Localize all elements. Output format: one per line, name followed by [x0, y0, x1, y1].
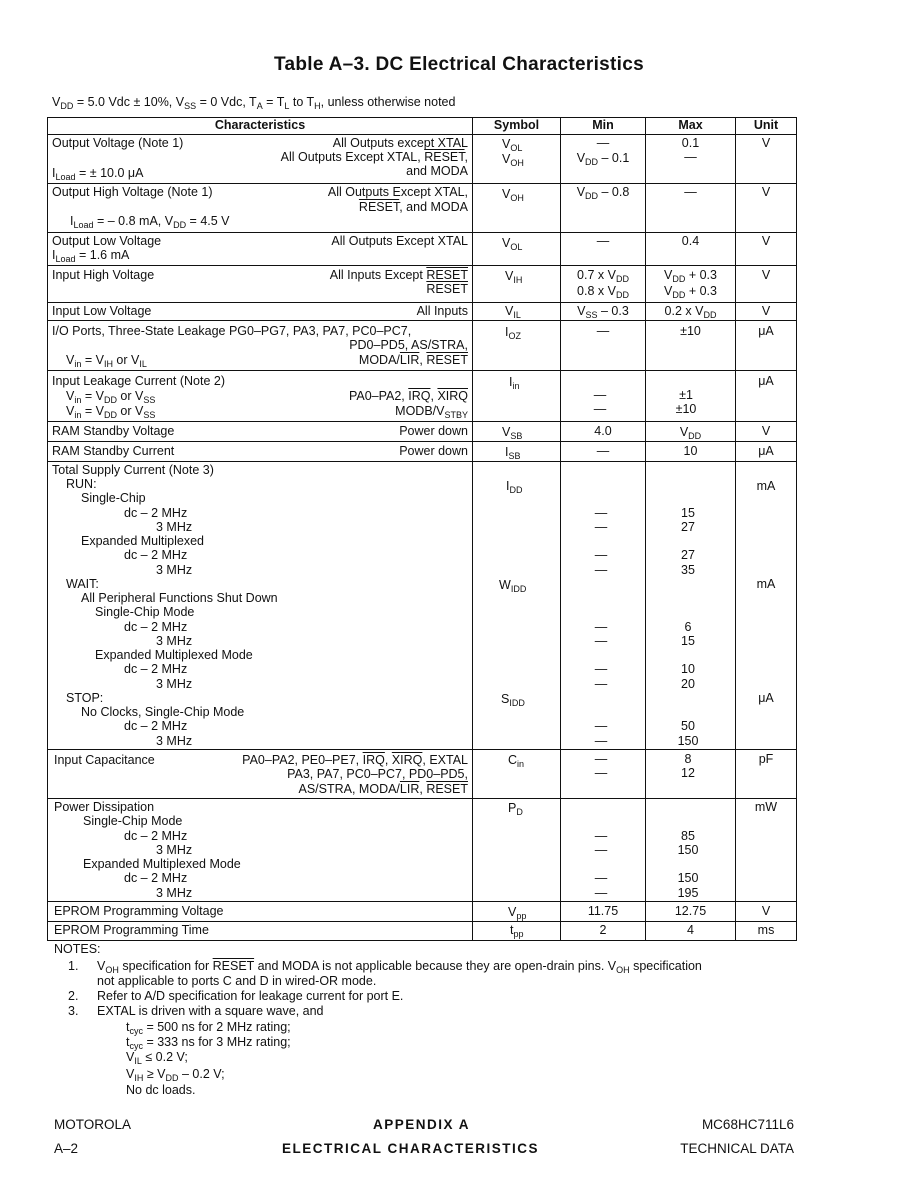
row-ram-standby-current-label: RAM Standby Current [52, 444, 175, 458]
min-value: — [594, 734, 608, 748]
row-input-leakage-label: Input Leakage Current (Note 2) [52, 374, 226, 388]
table-rule [47, 901, 797, 902]
min-value: — [593, 402, 607, 416]
table-rule [47, 302, 797, 303]
row-ram-standby-voltage-cond: Power down [399, 424, 468, 438]
max-value: 12.75 [674, 904, 707, 918]
row-io-leakage-cond: PD0–PD5, AS/STRA, [349, 338, 468, 352]
max-value: 150 [677, 734, 699, 748]
min-value: — [594, 752, 608, 766]
symbol-widd: $W_{IDD}$ [499, 578, 527, 594]
test-conditions: $V_{DD} = 5.0$ Vdc ± 10%, $V_{SS} = 0$ Vdc, $T_A = T_L$ to $T_H$, unless otherwise noted [52, 95, 456, 111]
table-rule [47, 461, 797, 462]
table-rule [47, 370, 797, 371]
row-supply-current-line: No Clocks, Single-Chip Mode [81, 705, 245, 719]
unit-value: mA [756, 577, 776, 591]
row-supply-current-line: dc – 2 MHz [124, 662, 188, 676]
max-value: 150 [677, 871, 699, 885]
row-supply-current-line: Expanded Multiplexed Mode [95, 648, 253, 662]
row-supply-current-line: dc – 2 MHz [124, 719, 188, 733]
min-value: — [594, 719, 608, 733]
row-supply-current-line: 3 MHz [156, 634, 193, 648]
row-input-high-voltage-cond: RESET [426, 282, 468, 296]
row-output-high-voltage-cond: All Outputs Except XTAL, [327, 185, 468, 199]
footer-appendix: APPENDIX A [373, 1117, 471, 1132]
symbol-voh: $V_{OH}$ [502, 187, 524, 203]
table-rule [47, 320, 797, 321]
unit-value: μA [758, 324, 774, 338]
header-characteristics: Characteristics [214, 118, 306, 132]
row-supply-current-stop: STOP: [66, 691, 104, 705]
row-supply-current-label: Total Supply Current (Note 3) [52, 463, 214, 477]
note-number: 1. [68, 959, 79, 973]
symbol-vil: $V_{IL}$ [505, 304, 521, 320]
max-value: 4 [687, 923, 694, 937]
row-supply-current-line: 3 MHz [156, 563, 193, 577]
min-value: — [594, 829, 608, 843]
min-value: — [596, 136, 610, 150]
symbol-isb: $I_{SB}$ [505, 445, 521, 461]
max-value: 150 [677, 843, 699, 857]
max-value: 0.4 [681, 234, 700, 248]
min-value: — [594, 871, 608, 885]
note-3-line: $t_{cyc} = 333$ ns for 3 MHz rating; [126, 1035, 291, 1051]
unit-value: mW [754, 800, 778, 814]
min-value: $V_{DD} - 0.1$ [576, 151, 630, 167]
unit-value: pF [758, 752, 774, 766]
row-input-capacitance-cond: AS/STRA, MODA/$\overline{LIR}$, RESET [298, 782, 468, 796]
row-supply-current-line: 3 MHz [156, 734, 193, 748]
footer-section-title: ELECTRICAL CHARACTERISTICS [282, 1141, 540, 1156]
row-output-voltage-cond: and MODA [406, 164, 468, 178]
footer-page-number: A–2 [54, 1141, 79, 1156]
max-value: 0.2 x $V_{DD}$ [664, 304, 717, 320]
symbol-vol: $V_{OL}$ [502, 236, 523, 252]
max-value: 15 [681, 634, 695, 648]
max-value: ±10 [675, 402, 697, 416]
min-value: — [596, 234, 610, 248]
table-rule [47, 232, 797, 233]
min-value: — [594, 843, 608, 857]
table-divider [472, 117, 473, 941]
row-output-voltage-cond: All Outputs except XTAL [332, 136, 468, 150]
unit-value: V [761, 185, 771, 199]
max-value: 15 [681, 506, 695, 520]
row-power-dissipation-line: 3 MHz [156, 843, 193, 857]
max-value: 10 [681, 662, 695, 676]
row-input-leakage-vin: $V_{in} = V_{DD}$ or $V_{SS}$ [66, 389, 156, 405]
table-border-left [47, 117, 48, 941]
symbol-tpp: $t_{pp}$ [510, 923, 524, 939]
footer-doc-type: TECHNICAL DATA [680, 1141, 794, 1156]
row-output-low-voltage-cond: All Outputs Except XTAL [331, 234, 468, 248]
unit-value: V [761, 136, 771, 150]
symbol-vsb: $V_{SB}$ [502, 425, 523, 441]
max-value: — [684, 150, 697, 164]
note-3-line: $t_{cyc} = 500$ ns for 2 MHz rating; [126, 1020, 291, 1036]
header-symbol: Symbol [493, 118, 540, 132]
min-value: — [594, 634, 608, 648]
min-value: — [596, 444, 610, 458]
row-input-high-voltage-cond: All Inputs Except RESET [329, 268, 468, 282]
row-output-low-voltage-label: Output Low Voltage [52, 234, 162, 248]
min-value: — [594, 662, 608, 676]
min-value: — [596, 324, 610, 338]
note-3-line: $V_{IL} \le 0.2$ V; [126, 1050, 188, 1066]
symbol-cin: $C_{in}$ [508, 753, 525, 769]
symbol-vol: $V_{OL}$ [502, 137, 523, 153]
max-value: 50 [681, 719, 695, 733]
symbol-pd: $P_D$ [508, 801, 523, 817]
row-output-high-voltage-load: $I_{Load}$ = – 0.8 mA, $V_{DD} = 4.5$ V [70, 214, 230, 230]
row-input-leakage-cond: MODB/$V_{STBY}$ [395, 404, 468, 420]
row-ram-standby-voltage-label: RAM Standby Voltage [52, 424, 175, 438]
max-value: — [684, 185, 697, 199]
min-value: — [594, 886, 608, 900]
unit-value: V [761, 304, 771, 318]
symbol-vih: $V_{IH}$ [505, 269, 523, 285]
min-value: 2 [599, 923, 607, 937]
row-output-high-voltage-label: Output High Voltage (Note 1) [52, 185, 213, 199]
min-value: $V_{SS} - 0.3$ [577, 304, 629, 320]
min-value: — [594, 620, 608, 634]
max-value: $V_{DD} + 0.3$ [664, 284, 717, 300]
min-value: 4.0 [594, 424, 612, 438]
row-input-leakage-vin: $V_{in} = V_{DD}$ or $V_{SS}$ [66, 404, 156, 420]
row-power-dissipation-line: dc – 2 MHz [124, 871, 188, 885]
row-supply-current-line: Single-Chip [81, 491, 146, 505]
symbol-iin: $I_{in}$ [509, 375, 520, 391]
row-supply-current-run: RUN: [66, 477, 97, 491]
notes-heading: NOTES: [54, 942, 101, 956]
min-value: — [594, 766, 608, 780]
min-value: — [594, 548, 608, 562]
row-output-high-voltage-cond: RESET, and MODA [358, 200, 468, 214]
symbol-sidd: $S_{IDD}$ [501, 692, 525, 708]
max-value: 27 [681, 548, 695, 562]
row-supply-current-line: All Peripheral Functions Shut Down [81, 591, 278, 605]
max-value: 0.1 [681, 136, 700, 150]
max-value: $V_{DD} + 0.3$ [664, 268, 717, 284]
header-min: Min [592, 118, 614, 132]
table-rule [47, 265, 797, 266]
footer-company: MOTOROLA [54, 1117, 132, 1132]
note-3-line: $V_{IH} \ge V_{DD} - 0.2$ V; [126, 1067, 225, 1083]
row-supply-current-line: 3 MHz [156, 677, 193, 691]
row-output-voltage-cond: All Outputs Except XTAL, RESET, [280, 150, 468, 164]
table-rule [47, 749, 797, 750]
row-supply-current-line: Expanded Multiplexed [81, 534, 204, 548]
row-io-leakage-cond: MODA/$\overline{LIR}$, RESET [358, 353, 468, 367]
table-rule [47, 921, 797, 922]
table-border-right [796, 117, 797, 941]
unit-value: μA [758, 374, 774, 388]
table-rule [47, 940, 797, 941]
row-output-low-voltage-load: $I_{Load} = 1.6$ mA [52, 248, 130, 264]
table-rule [47, 798, 797, 799]
note-1: $V_{OH}$ specification for RESET and MODA is not applicable because they are open-drain pins. $V_{OH}$ specification [97, 959, 702, 975]
row-ram-standby-current-cond: Power down [399, 444, 468, 458]
max-value: 27 [681, 520, 695, 534]
max-value: 85 [681, 829, 695, 843]
row-power-dissipation-line: Single-Chip Mode [83, 814, 183, 828]
max-value: 6 [684, 620, 692, 634]
max-value: ±10 [680, 324, 701, 338]
row-supply-current-line: Single-Chip Mode [95, 605, 195, 619]
row-io-leakage-label: I/O Ports, Three-State Leakage PG0–PG7, PA3, PA7, PC0–PC7, [52, 324, 412, 338]
row-output-voltage-load: $I_{Load}$ = ± 10.0 μA [52, 166, 144, 182]
row-io-leakage-vin: $V_{in} = V_{IH}$ or $V_{IL}$ [66, 353, 147, 369]
symbol-vpp: $V_{pp}$ [508, 905, 527, 921]
unit-value: V [761, 234, 771, 248]
unit-value: V [761, 424, 771, 438]
footer-part-number: MC68HC711L6 [701, 1117, 794, 1132]
min-value: 0.7 x $V_{DD}$ [577, 268, 629, 284]
min-value: — [594, 677, 608, 691]
unit-value: V [761, 904, 771, 918]
page-title: Table A–3. DC Electrical Characteristics [274, 54, 644, 75]
min-value: $V_{DD} - 0.8$ [576, 185, 630, 201]
row-input-leakage-cond: PA0–PA2, $\overline{IRQ}$, XIRQ [348, 389, 468, 403]
max-value: 12 [681, 766, 695, 780]
min-value: — [594, 506, 608, 520]
row-power-dissipation-line: 3 MHz [156, 886, 193, 900]
min-value: 0.8 x $V_{DD}$ [577, 284, 629, 300]
unit-value: V [761, 268, 771, 282]
note-1-line-2: not applicable to ports C and D in wired-OR mode. [97, 974, 377, 988]
row-supply-current-line: dc – 2 MHz [124, 620, 188, 634]
min-value: — [594, 520, 608, 534]
table-rule [47, 441, 797, 442]
row-power-dissipation-line: dc – 2 MHz [124, 829, 188, 843]
min-value: — [593, 388, 607, 402]
min-value: 11.75 [587, 904, 619, 918]
header-unit: Unit [753, 118, 779, 132]
row-input-capacitance-label: Input Capacitance [54, 753, 155, 767]
row-input-high-voltage-label: Input High Voltage [52, 268, 155, 282]
header-max: Max [678, 118, 703, 132]
row-output-voltage-label: Output Voltage (Note 1) [52, 136, 184, 150]
unit-value: mA [756, 479, 776, 493]
table-rule [47, 421, 797, 422]
table-rule [47, 183, 797, 184]
unit-value: μA [758, 444, 774, 458]
row-supply-current-line: dc – 2 MHz [124, 506, 188, 520]
row-supply-current-wait: WAIT: [66, 577, 99, 591]
row-power-dissipation-line: Expanded Multiplexed Mode [83, 857, 241, 871]
table-rule [47, 134, 797, 135]
note-3-line: No dc loads. [126, 1083, 196, 1097]
row-input-low-voltage-label: Input Low Voltage [52, 304, 152, 318]
note-2: Refer to A/D specification for leakage current for port E. [97, 989, 404, 1003]
max-value: ±1 [679, 388, 693, 402]
row-eprom-time-label: EPROM Programming Time [54, 923, 209, 937]
note-3: EXTAL is driven with a square wave, and [97, 1004, 324, 1018]
row-input-capacitance-cond: PA0–PA2, PE0–PE7, $\overline{IRQ}$, XIRQ, EXTAL [242, 753, 468, 767]
unit-value: μA [758, 691, 774, 705]
note-number: 3. [68, 1004, 79, 1018]
symbol-voh: $V_{OH}$ [502, 152, 524, 168]
row-power-dissipation-label: Power Dissipation [54, 800, 155, 814]
max-value: 10 [683, 444, 698, 458]
max-value: $V_{DD}$ [679, 425, 702, 441]
row-supply-current-line: dc – 2 MHz [124, 548, 188, 562]
row-eprom-voltage-label: EPROM Programming Voltage [54, 904, 224, 918]
row-input-low-voltage-cond: All Inputs [416, 304, 468, 318]
max-value: 8 [684, 752, 692, 766]
row-supply-current-line: 3 MHz [156, 520, 193, 534]
symbol-ioz: $I_{OZ}$ [505, 325, 521, 341]
max-value: 35 [681, 563, 695, 577]
min-value: — [594, 563, 608, 577]
max-value: 195 [677, 886, 699, 900]
symbol-idd: $I_{DD}$ [506, 479, 523, 495]
unit-value: ms [757, 923, 775, 937]
note-number: 2. [68, 989, 79, 1003]
max-value: 20 [681, 677, 695, 691]
row-input-capacitance-cond: PA3, PA7, PC0–PC7, PD0–PD5, [287, 767, 468, 781]
